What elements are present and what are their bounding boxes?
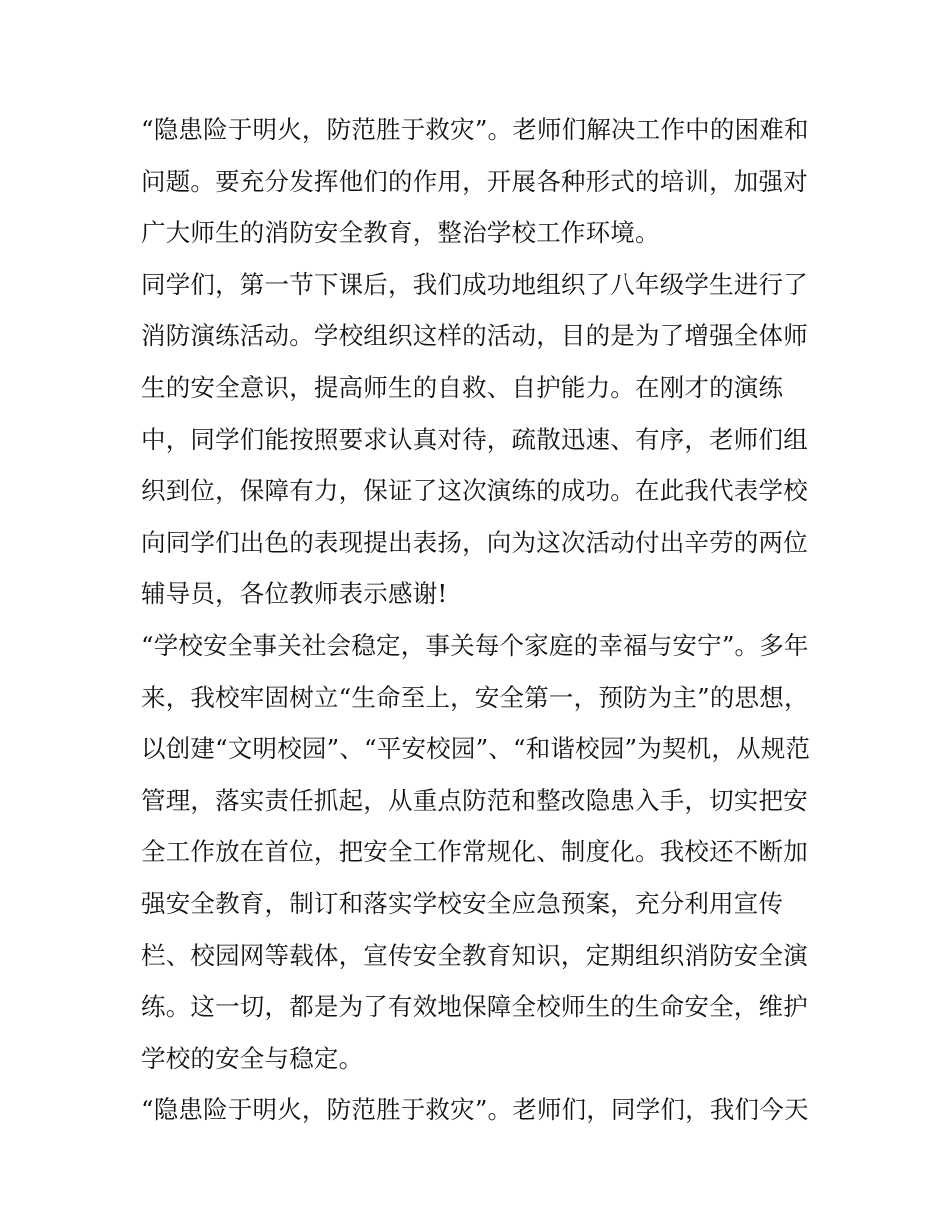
text-line-19: 学校的安全与稳定。 [141, 1043, 364, 1073]
text-line-20: “隐患险于明火，防范胜于救灾”。老师们，同学们，我们今天 [141, 1095, 809, 1125]
text-line-2: 问题。要充分发挥他们的作用，开展各种形式的培训，加强对 [141, 166, 808, 196]
text-line-14: 管理，落实责任抓起，从重点防范和整改隐患入手，切实把安 [141, 785, 808, 815]
text-line-3: 广大师生的消防安全教育，整治学校工作环境。 [141, 218, 660, 248]
text-line-8: 织到位，保障有力，保证了这次演练的成功。在此我代表学校 [141, 476, 808, 506]
text-line-6: 生的安全意识，提高师生的自救、自护能力。在刚才的演练 [141, 372, 784, 402]
text-line-11: “学校安全事关社会稳定，事关每个家庭的幸福与安宁”。多年 [141, 630, 809, 660]
text-line-5: 消防演练活动。学校组织这样的活动，目的是为了增强全体师 [141, 321, 808, 351]
text-line-4: 同学们，第一节下课后，我们成功地组织了八年级学生进行了 [141, 269, 808, 299]
text-line-15: 全工作放在首位，把安全工作常规化、制度化。我校还不断加 [141, 837, 808, 867]
text-line-1: “隐患险于明火，防范胜于救灾”。老师们解决工作中的困难和 [141, 115, 809, 144]
text-line-9: 向同学们出色的表现提出表扬，向为这次活动付出辛劳的两位 [141, 527, 808, 557]
text-line-18: 练。这一切，都是为了有效地保障全校师生的生命安全，维护 [141, 992, 808, 1022]
text-line-10: 辅导员，各位教师表示感谢! [141, 579, 448, 609]
text-line-12: 来，我校牢固树立“生命至上，安全第一，预防为主”的思想， [141, 682, 809, 712]
text-line-7: 中，同学们能按照要求认真对待，疏散迅速、有序，老师们组 [141, 424, 808, 454]
text-line-17: 栏、校园网等载体，宣传安全教育知识，定期组织消防安全演 [141, 940, 808, 970]
document-body [141, 104, 813, 1136]
text-line-13: 以创建“文明校园”、“平安校园”、“和谐校园”为契机，从规范 [141, 734, 811, 764]
text-line-16: 强安全教育，制订和落实学校安全应急预案，充分利用宣传 [141, 888, 784, 918]
